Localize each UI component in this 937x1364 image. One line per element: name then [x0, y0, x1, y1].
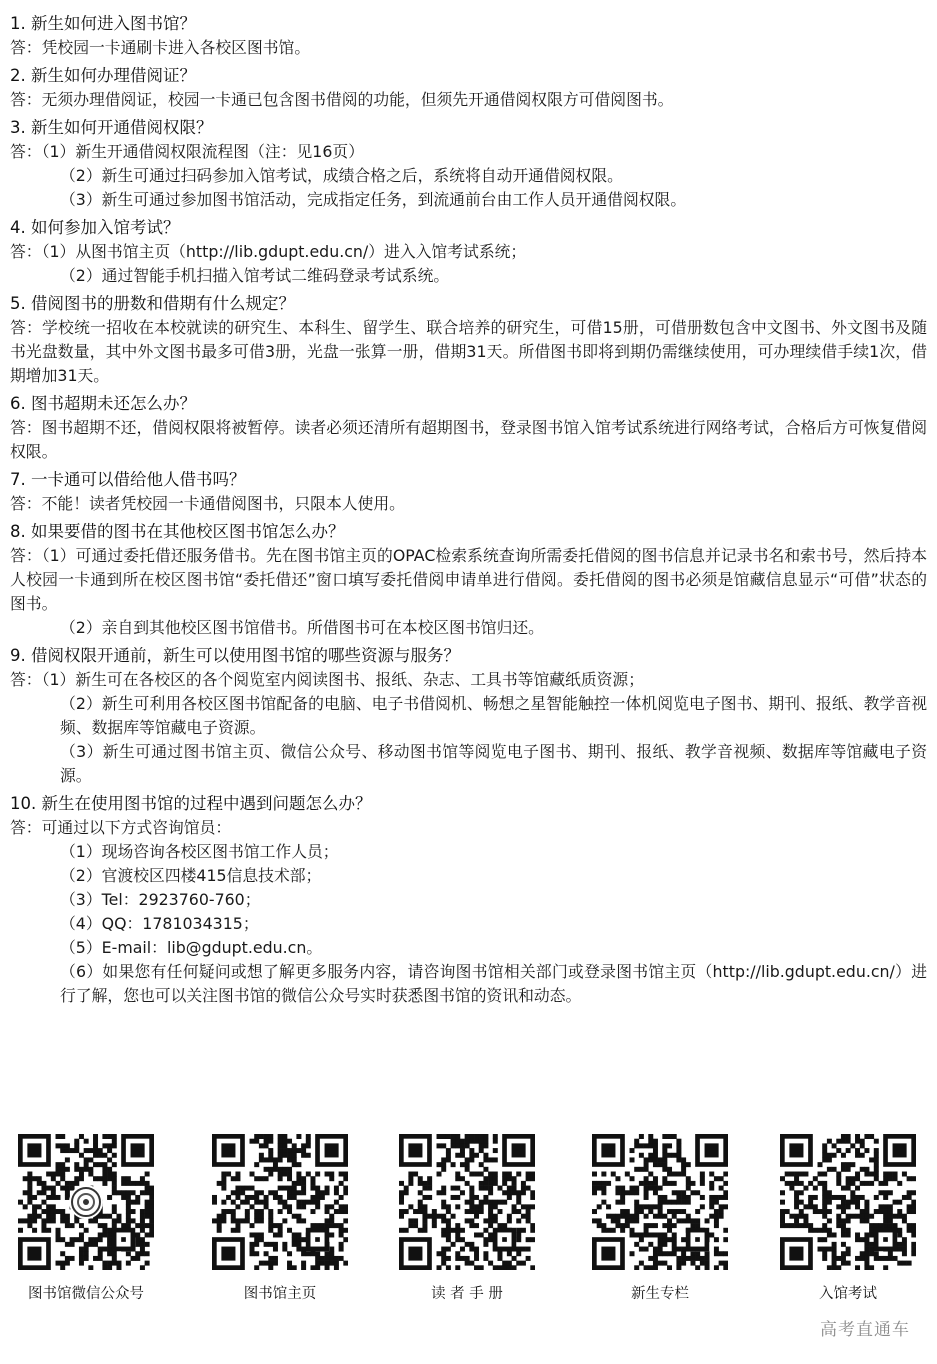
qr-code-label: 图书馆微信公众号 — [28, 1286, 144, 1302]
answer-line: （3）新生可通过图书馆主页、微信公众号、移动图书馆等阅览电子图书、期刊、报纸、教学音视频、数据库等馆藏电子资源。 — [60, 742, 927, 785]
answer-line: （2）亲自到其他校区图书馆借书。所借图书可在本校区图书馆归还。 — [60, 618, 544, 637]
faq-item — [10, 392, 927, 464]
answer-line: （1）现场咨询各校区图书馆工作人员； — [60, 842, 339, 861]
faq-question: 1. 新生如何进入图书馆？ — [10, 14, 196, 33]
qr-code-label: 新生专栏 — [631, 1286, 689, 1302]
faq-answer — [10, 240, 927, 288]
answer-line: 答：（1）新生可在各校区的各个阅览室内阅读图书、报纸、杂志、工具书等馆藏纸质资源； — [10, 670, 645, 689]
qr-code-item — [575, 1134, 745, 1304]
answer-line: 答：（1）从图书馆主页（http://lib.gdupt.edu.cn/）进入入馆考试系统； — [10, 242, 527, 261]
qr-code-item — [1, 1134, 171, 1304]
qr-code-label: 图书馆主页 — [243, 1286, 317, 1302]
answer-line: 答：可通过以下方式咨询馆员： — [10, 818, 232, 837]
answer-line: 答：（1）可通过委托借还服务借书。先在图书馆主页的OPAC检索系统查询所需委托借阅的图书信息并记录书名和索书号，然后持本人校园一卡通到所在校区图书馆“委托借还”窗口填写委托借阅申请单进行借阅。委托借阅的图书必须是馆藏信息显示“可借”状态的图书。 — [10, 546, 927, 613]
answer-line: （2）通过智能手机扫描入馆考试二维码登录考试系统。 — [60, 266, 450, 285]
answer-line: （4）QQ：1781034315； — [60, 914, 259, 933]
faq-question: 6. 图书超期未还怎么办？ — [10, 394, 196, 413]
answer-line: （2）官渡校区四楼415信息技术部； — [60, 866, 322, 885]
faq-question: 10. 新生在使用图书馆的过程中遇到问题怎么办？ — [10, 794, 372, 813]
qr-code-icon — [780, 1134, 916, 1270]
qr-code-label: 读 者 手 册 — [431, 1286, 503, 1302]
faq-item — [10, 216, 927, 288]
answer-line: 答：无须办理借阅证，校园一卡通已包含图书借阅的功能，但须先开通借阅权限方可借阅图书。 — [10, 90, 674, 109]
faq-answer — [10, 416, 927, 464]
qr-code-item — [763, 1134, 933, 1304]
faq-question: 2. 新生如何办理借阅证？ — [10, 66, 196, 85]
answer-line: 答：学校统一招收在本校就读的研究生、本科生、留学生、联合培养的研究生，可借15册，可借册数包含中文图书、外文图书及随书光盘数量，其中外文图书最多可借3册，光盘一张算一册，借期31天。所借图书即将到期仍需继续使用，可办理续借手续1次，借期增加31天。 — [10, 318, 927, 385]
faq-question: 4. 如何参加入馆考试？ — [10, 218, 180, 237]
faq-list — [10, 12, 927, 1012]
answer-line: （5）E-mail：lib@gdupt.edu.cn。 — [60, 938, 323, 957]
qr-code-icon — [399, 1134, 535, 1270]
faq-question: 9. 借阅权限开通前，新生可以使用图书馆的哪些资源与服务？ — [10, 646, 460, 665]
faq-item — [10, 12, 927, 60]
faq-question: 7. 一卡通可以借给他人借书吗？ — [10, 470, 246, 489]
faq-item — [10, 116, 927, 212]
qr-code-item — [382, 1134, 552, 1304]
faq-question: 8. 如果要借的图书在其他校区图书馆怎么办？ — [10, 522, 345, 541]
faq-answer — [10, 36, 927, 60]
answer-line: （2）新生可通过扫码参加入馆考试，成绩合格之后，系统将自动开通借阅权限。 — [60, 166, 623, 185]
faq-item — [10, 292, 927, 388]
faq-answer — [10, 140, 927, 212]
answer-line: （2）新生可利用各校区图书馆配备的电脑、电子书借阅机、畅想之星智能触控一体机阅览电子图书、期刊、报纸、教学音视频、数据库等馆藏电子资源。 — [60, 694, 927, 737]
faq-answer — [10, 668, 927, 788]
qr-code-icon — [212, 1134, 348, 1270]
faq-answer — [10, 316, 927, 388]
faq-item — [10, 644, 927, 788]
answer-line: 答：图书超期不还，借阅权限将被暂停。读者必须还清所有超期图书，登录图书馆入馆考试系统进行网络考试，合格后方可恢复借阅权限。 — [10, 418, 927, 461]
answer-line: 答：凭校园一卡通刷卡进入各校区图书馆。 — [10, 38, 311, 57]
answer-line: 答：不能！读者凭校园一卡通借阅图书，只限本人使用。 — [10, 494, 405, 513]
answer-line: （3）Tel：2923760-760； — [60, 890, 261, 909]
qr-code-item — [195, 1134, 365, 1304]
faq-item — [10, 520, 927, 640]
qr-code-label: 入馆考试 — [819, 1286, 877, 1302]
faq-question: 3. 新生如何开通借阅权限？ — [10, 118, 213, 137]
faq-answer — [10, 492, 927, 516]
answer-line: （3）新生可通过参加图书馆活动，完成指定任务，到流通前台由工作人员开通借阅权限。 — [60, 190, 687, 209]
watermark-text: 高考直通车 — [820, 1320, 910, 1340]
faq-answer — [10, 88, 927, 112]
answer-line: （6）如果您有任何疑问或想了解更多服务内容，请咨询图书馆相关部门或登录图书馆主页（http://lib.gdupt.edu.cn/）进行了解，您也可以关注图书馆的微信公众号实时获悉图书馆的资讯和动态。 — [60, 962, 927, 1005]
qr-code-row — [0, 1134, 937, 1314]
faq-question: 5. 借阅图书的册数和借期有什么规定？ — [10, 294, 295, 313]
faq-answer — [10, 544, 927, 640]
faq-item — [10, 468, 927, 516]
answer-line: 答：（1）新生开通借阅权限流程图（注：见16页） — [10, 142, 364, 161]
faq-item — [10, 64, 927, 112]
qr-code-icon — [18, 1134, 154, 1270]
qr-code-icon — [592, 1134, 728, 1270]
faq-answer — [10, 816, 927, 1008]
faq-item — [10, 792, 927, 1008]
